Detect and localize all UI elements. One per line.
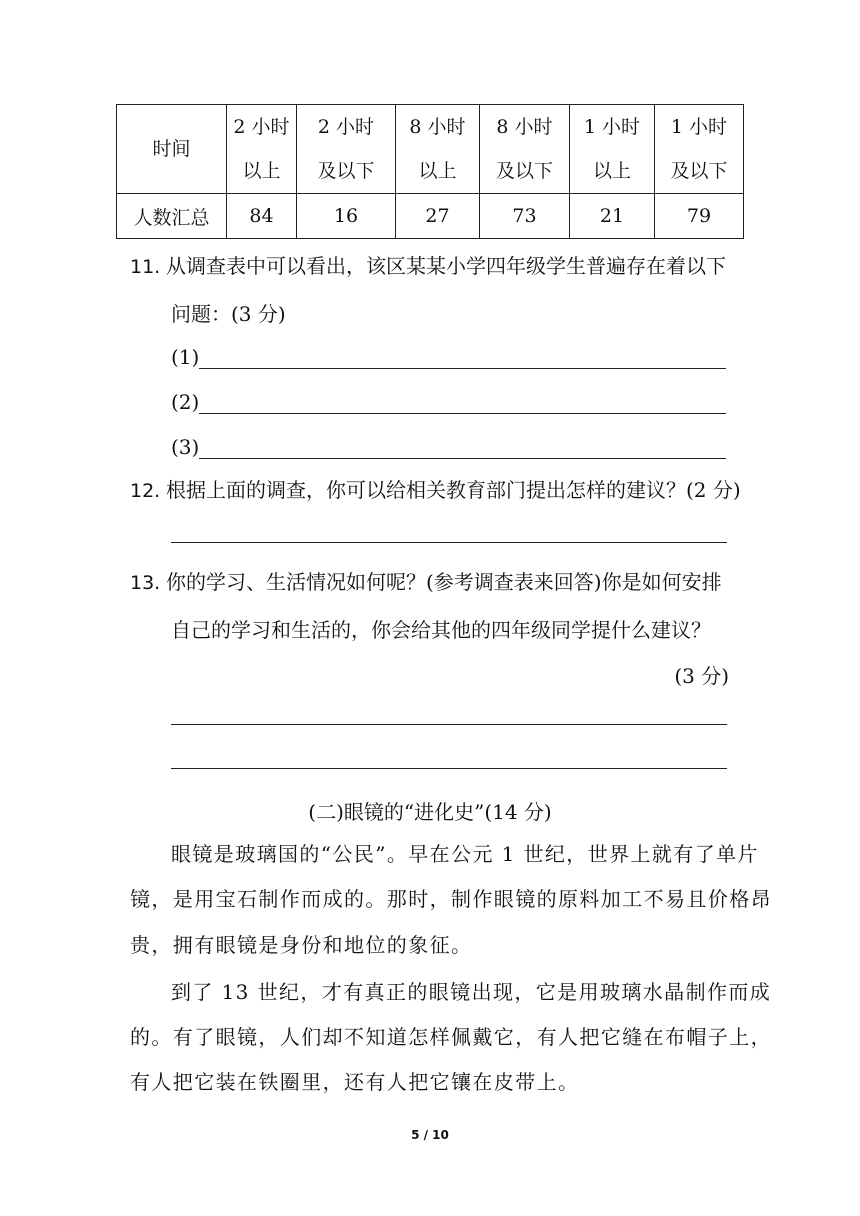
passage-line: 贵，拥有眼镜是身份和地位的象征。	[130, 933, 473, 957]
passage-line: 眼镜是玻璃国的“公民”。早在公元 1 世纪，世界上就有了单片	[171, 842, 759, 866]
question-number: 11.	[130, 256, 161, 278]
answer-rule[interactable]	[171, 724, 727, 725]
passage-line: 的。有了眼镜，人们却不知道怎样佩戴它，有人把它缝在布帽子上，	[130, 1025, 772, 1049]
question-number: 12.	[130, 480, 161, 502]
question-13	[130, 570, 722, 595]
column-header: 2 小时 以上	[227, 105, 297, 194]
answer-item-label: (3)	[171, 435, 200, 459]
question-text: 从调查表中可以看出，该区某某小学四年级学生普遍存在着以下	[166, 254, 726, 278]
question-text: 你的学习、生活情况如何呢？(参考调查表来回答)你是如何安排	[166, 570, 722, 594]
table-cell: 84	[227, 194, 297, 239]
column-header: 8 小时 及以下	[480, 105, 570, 194]
answer-blank[interactable]	[199, 440, 726, 459]
table-cell: 21	[570, 194, 655, 239]
answer-line-2[interactable]	[171, 390, 726, 414]
question-12	[130, 478, 741, 503]
column-header: 8 小时 以上	[396, 105, 480, 194]
passage-line: 有人把它装在铁圈里，还有人把它镶在皮带上。	[130, 1070, 580, 1094]
table-cell: 27	[396, 194, 480, 239]
question-13-score: (3 分)	[674, 664, 729, 688]
passage-line: 到了 13 世纪，才有真正的眼镜出现，它是用玻璃水晶制作而成	[171, 980, 772, 1004]
column-header: 1 小时 以上	[570, 105, 655, 194]
row-header-time: 时间	[117, 105, 227, 194]
answer-line-1[interactable]	[171, 345, 726, 369]
answer-item-label: (1)	[171, 345, 200, 369]
column-header: 2 小时 及以下	[297, 105, 396, 194]
answer-rule[interactable]	[171, 768, 727, 769]
passage-line: 镜，是用宝石制作而成的。那时，制作眼镜的原料加工不易且价格昂	[130, 887, 772, 911]
answer-line-3[interactable]	[171, 435, 726, 459]
table-cell: 16	[297, 194, 396, 239]
question-number: 13.	[130, 572, 161, 594]
answer-rule[interactable]	[171, 542, 727, 543]
table-cell: 79	[655, 194, 744, 239]
section-title: (二)眼镜的“进化史”(14 分)	[308, 800, 552, 824]
answer-item-label: (2)	[171, 390, 200, 414]
answer-blank[interactable]	[199, 395, 726, 414]
row-header-count: 人数汇总	[117, 194, 227, 239]
question-11-line2: 问题：(3 分)	[171, 302, 286, 326]
question-text: 根据上面的调查，你可以给相关教育部门提出怎样的建议？(2 分)	[166, 478, 741, 502]
page-number: 5 / 10	[411, 1128, 449, 1142]
answer-blank[interactable]	[199, 350, 726, 369]
question-11	[130, 254, 726, 279]
survey-table	[116, 104, 744, 239]
table-header-row	[117, 105, 744, 194]
question-13-line2: 自己的学习和生活的，你会给其他的四年级同学提什么建议？	[171, 618, 711, 642]
table-count-row	[117, 194, 744, 239]
table-cell: 73	[480, 194, 570, 239]
column-header: 1 小时 及以下	[655, 105, 744, 194]
